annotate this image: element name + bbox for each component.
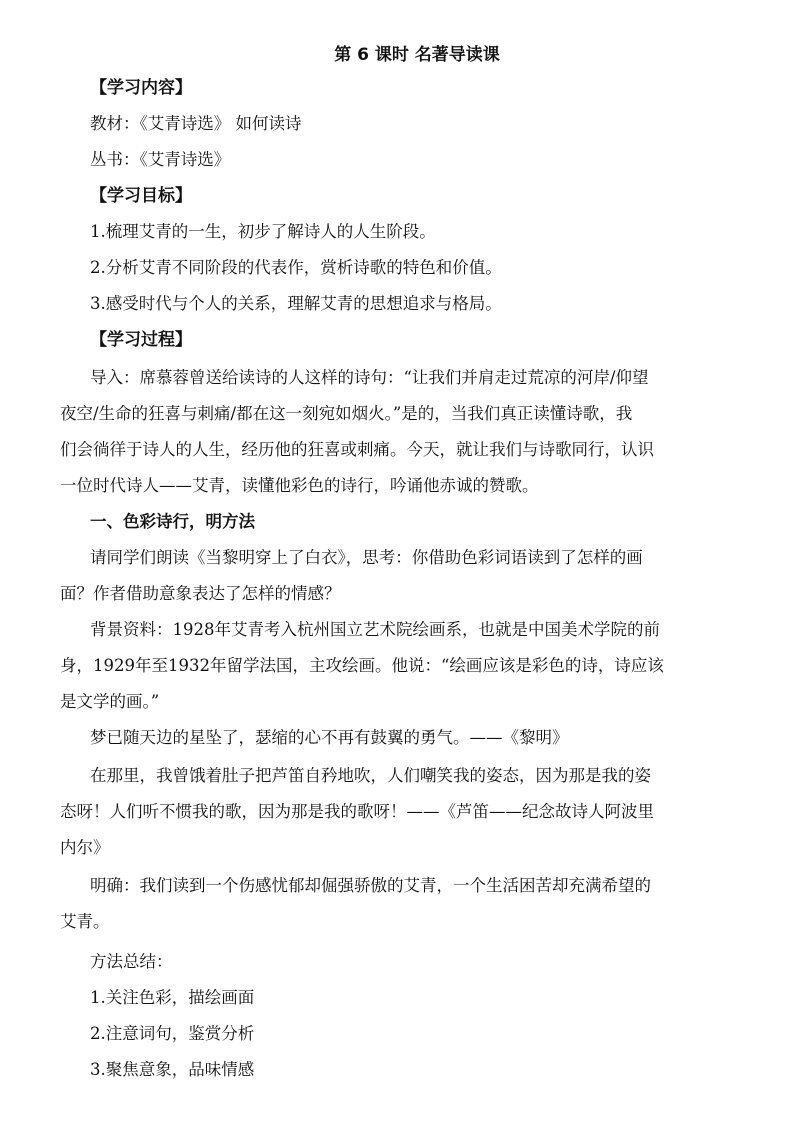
background-line-2: 身，1929年至1932年留学法国，主攻绘画。他说：“绘画应该是彩色的诗，诗应该 (60, 656, 664, 675)
intro-line-3: 们会徜徉于诗人的人生，经历他的狂喜或刺痛。今天，就让我们与诗歌同行，认识 (60, 440, 654, 459)
intro-line-1: 导入：席慕蓉曾送给读诗的人这样的诗句：“让我们并肩走过荒凉的河岸/仰望 (90, 368, 649, 387)
quote-reed-line-1: 在那里，我曾饿着肚子把芦笛自矜地吹，人们嘲笑我的姿态，因为那是我的姿 (90, 766, 651, 785)
content-textbook: 教材：《艾青诗选》 如何读诗 (90, 114, 302, 133)
quote-reed-line-3: 内尔》 (60, 838, 110, 857)
goal-item-2: 2.分析艾青不同阶段的代表作，赏析诗歌的特色和价值。 (90, 258, 502, 277)
method-item-2: 2.注意词句，鉴赏分析 (90, 1024, 255, 1043)
method-item-3: 3.聚焦意象，品味情感 (90, 1060, 255, 1079)
lesson-title: 第 6 课时 名著导读课 (334, 45, 500, 65)
background-line-3: 是文学的画。” (60, 692, 160, 711)
intro-line-2: 夜空/生命的狂喜与刺痛/都在这一刻宛如烟火。”是的，当我们真正读懂诗歌，我 (60, 404, 633, 423)
heading-learning-process: 【学习过程】 (90, 330, 192, 350)
method-summary-heading: 方法总结： (90, 952, 173, 971)
intro-line-4: 一位时代诗人——艾青，读懂他彩色的诗行，吟诵他赤诚的赞歌。 (60, 476, 539, 495)
clarify-line-2: 艾青。 (60, 912, 110, 931)
quote-reed-line-2: 态呀！人们听不惯我的歌，因为那是我的歌呀！——《芦笛——纪念故诗人阿波里 (60, 802, 654, 821)
background-line-1: 背景资料：1928年艾青考入杭州国立艺术院绘画系，也就是中国美术学院的前 (90, 620, 660, 639)
task-line-1: 请同学们朗读《当黎明穿上了白衣》，思考：你借助色彩词语读到了怎样的画 (90, 548, 643, 567)
heading-learning-goals: 【学习目标】 (90, 186, 192, 206)
quote-dawn: 梦已随天边的星坠了，瑟缩的心不再有鼓翼的勇气。——《黎明》 (90, 728, 569, 747)
goal-item-3: 3.感受时代与个人的关系，理解艾青的思想追求与格局。 (90, 294, 502, 313)
section-heading-1: 一、色彩诗行，明方法 (90, 512, 255, 531)
method-item-1: 1.关注色彩，描绘画面 (90, 988, 255, 1007)
heading-learning-content: 【学习内容】 (90, 78, 192, 98)
clarify-line-1: 明确：我们读到一个伤感忧郁却倔强骄傲的艾青，一个生活困苦却充满希望的 (90, 876, 651, 895)
content-series: 丛书：《艾青诗选》 (90, 150, 231, 169)
task-line-2: 面？作者借助意象表达了怎样的情感？ (60, 584, 341, 603)
goal-item-1: 1.梳理艾青的一生，初步了解诗人的人生阶段。 (90, 222, 436, 241)
